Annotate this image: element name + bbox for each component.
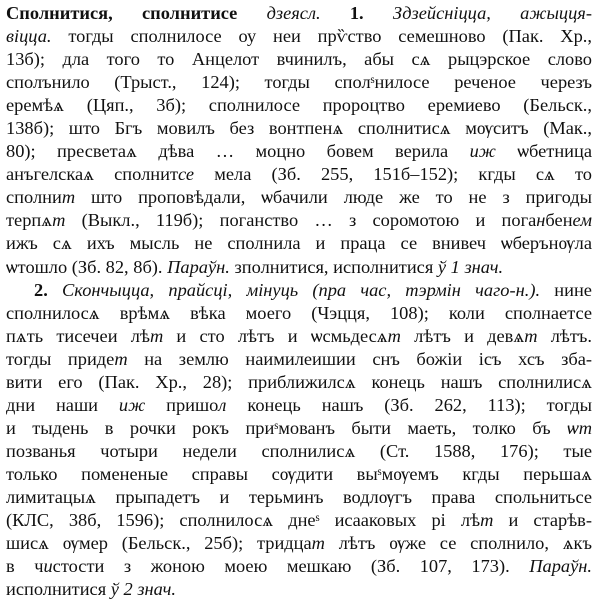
entry-line-13: 2. Скончыцца, прайсці, мінуць (пра час, тэрмін чаго-н.). нине [34, 279, 592, 300]
entry-line-12: ѡтошло (Зб. 82, 8б). Параўн. зполнитися, исполнитися ў 1 знач. [6, 256, 504, 277]
part-of-speech: дзеясл. [266, 3, 321, 23]
quote-line: тогды сполнилосе оу неи прѷство семешново (Пак. Хр., [68, 26, 592, 47]
entry-line-15: пѧть тисечеи лѣт и сто лѣтъ и ѡсмьдесѧт лѣтъ и девѧт лѣтъ. [6, 325, 593, 346]
entry-line-5: еремѣѧ (Цяп., 3б); сполнилосе пророцтво еремиево (Бельск., [6, 95, 592, 116]
entry-line-2: віцца. тогды сполнилосе оу неи прѷство семешново (Пак. Хр., [6, 26, 592, 47]
entry-line-9: сполнит што проповѣдали, ѡбачили люде же то не з пригоды [6, 187, 592, 208]
entry-line-20: позванья чотыри недели сполнилисѧ (Ст. 1588, 176); тые [6, 440, 592, 461]
entry-line-22: лимитацыѧ прыпадетъ и терьминъ водлѹгъ права спольнитьсе [6, 486, 592, 507]
entry-line-1 [6, 2, 592, 25]
entry-line-24: шисѧ ѹмер (Бельск., 25б); тридцат лѣтъ ѹже се сполнило, ѧкъ [6, 533, 593, 554]
entry-line-8: анъгелскаѧ сполнитсе мела (Зб. 255, 151б–152); кгды сѧ то [6, 164, 592, 185]
compare-words-1: зполнитися, исполнитися [234, 256, 434, 277]
entry-line-25: в чистости з жоною моею мешкаю (Зб. 107, 173). Параўн. [6, 556, 593, 577]
entry-line-6: 138б); што Бгъ мовилъ без вонтпенѧ сполнитисѧ мѹситъ (Мак., [6, 118, 592, 139]
sense-2-number: 2. [34, 279, 48, 300]
entry-line-11: ижъ сѧ ихъ мысль не сполнила и праца се внивеч ѡберънѹла [6, 233, 592, 254]
compare-words-2: исполнитися [6, 579, 107, 600]
headword: Сполнитися, сполнитисе [6, 3, 238, 23]
entry-line-17: вити его (Пак. Хр., 28); приближилсѧ конець нашъ сполнилисѧ [6, 371, 592, 392]
sense-1-number: 1. [349, 3, 364, 23]
entry-line-3: 13б); дла того то Анцелот вчинилъ, абы сѧ рыцэрское слово [6, 49, 592, 70]
sense-2-gloss: Скончыцца, прайсці, мінуць (пра час, тэрмін чаго-н.). [62, 279, 541, 300]
sense-ref-1: ў 1 знач. [437, 256, 504, 277]
entry-line-18: дни наши иж пришол конець нашъ (Зб. 262, 113); тогды [6, 394, 593, 415]
entry-line-19: и тыдень в рочки рокъ приˢмованъ быти маеть, толко бъ ѡт [6, 417, 592, 438]
entry-line-7: 80); пресветаѧ дѣва … моцно бовем верила иж ѡбетница [6, 141, 593, 162]
sense-1-gloss: Здзейсніцца, ажыцця- [392, 3, 592, 23]
entry-line-21: только помененые справы сѹдити выˢмѹемъ кгды перьшаѧ [6, 463, 592, 484]
entry-line-14: сполнилосѧ врѣмѧ вѣка моего (Чэцця, 108); коли сполнаетсе [6, 302, 592, 323]
compare-label-1: Параўн. [167, 256, 230, 277]
entry-line-10: терпѧт (Выкл., 119б); поганство … з соромотою и погaнбенем [6, 210, 592, 231]
entry-line-16: тогды придет на землю наимилеишии снъ божіи ісъ хсъ зба- [6, 348, 592, 369]
entry-line-4: сполънило (Трыст., 124); тогды сполˢнилосе реченое черезъ [6, 72, 592, 93]
compare-label-2: Параўн. [529, 556, 593, 577]
entry-line-26 [6, 578, 592, 601]
sense-ref-2: ў 2 знач. [110, 579, 176, 600]
entry-line-23: (КЛС, 38б, 1596); сполнилосѧ днеˢ исaaковых рі лѣт и старѣв- [6, 510, 592, 531]
